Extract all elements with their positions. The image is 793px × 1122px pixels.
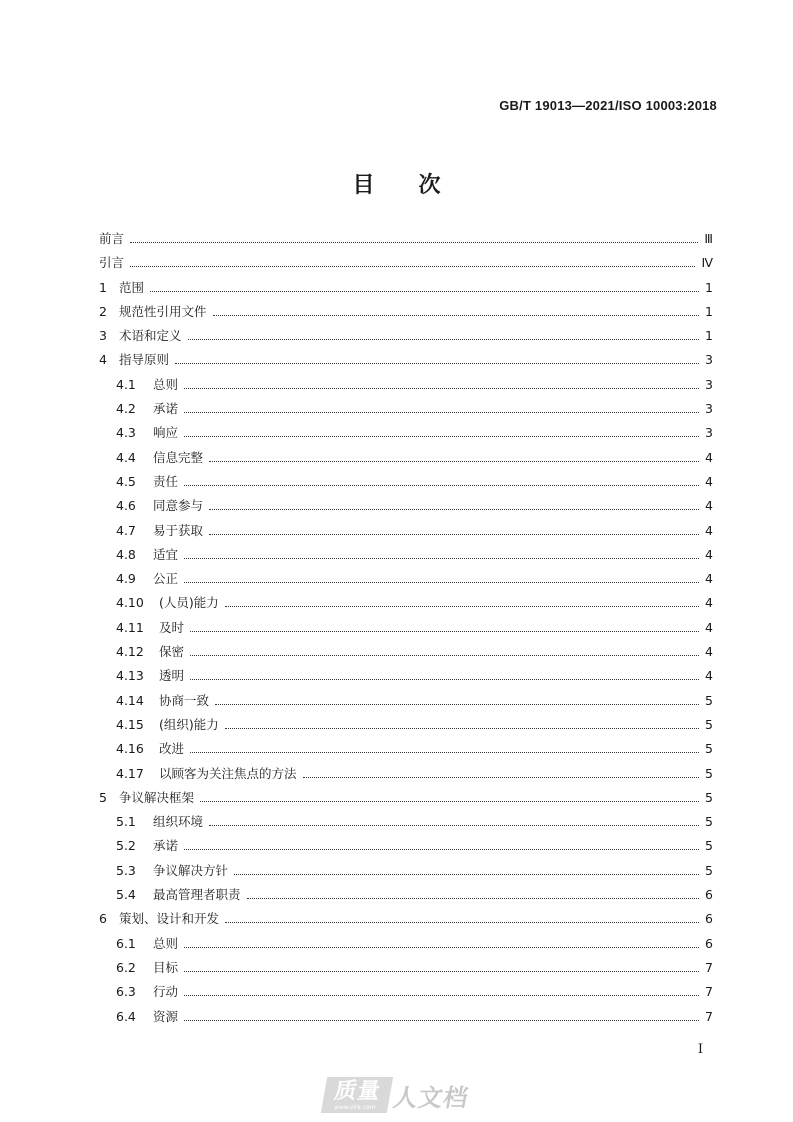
toc-entry-number: 4.7 [116, 522, 136, 538]
toc-entry-label: 前言 [99, 231, 125, 246]
toc-entry-number: 5.3 [116, 862, 136, 878]
toc-entry-label: 指导原则 [119, 352, 170, 368]
toc-dot-leader [175, 363, 699, 364]
toc-entry-number: 4.17 [116, 765, 144, 781]
toc-entry-number: 4.6 [116, 498, 136, 514]
toc-entry-page: 4 [705, 473, 713, 489]
toc-entry-number: 4.1 [116, 376, 136, 392]
toc-entry-number: 4.3 [116, 425, 136, 441]
toc-entry-page: Ⅳ [701, 255, 713, 271]
toc-dot-leader [190, 679, 699, 680]
toc-entry-page: 3 [705, 352, 713, 368]
watermark-tail-text: 人文档 [391, 1083, 472, 1112]
toc-entry-label: 协商一致 [159, 692, 210, 708]
toc-entry-label: 改进 [159, 741, 185, 757]
toc-entry-label: 总则 [153, 935, 179, 951]
toc-entry-page: 3 [705, 401, 713, 417]
toc-entry-page: 4 [705, 449, 713, 465]
toc-entry-label: 责任 [153, 473, 179, 489]
toc-dot-leader [184, 849, 699, 850]
toc-entry-page: 7 [705, 984, 713, 1000]
toc-entry-number: 3 [99, 328, 107, 344]
toc-entry-number: 6.3 [116, 984, 136, 1000]
toc-entry[interactable] [99, 934, 713, 958]
toc-entry-label: 策划、设计和开发 [119, 911, 220, 927]
toc-entry-page: 5 [705, 862, 713, 878]
toc-entry-label: (组织)能力 [159, 716, 219, 732]
toc-entry-page: 6 [705, 887, 713, 903]
toc-entry-number: 5.1 [116, 814, 136, 830]
toc-entry-label: 响应 [153, 425, 179, 441]
toc-entry[interactable] [99, 472, 713, 496]
toc-entry-number: 6 [99, 911, 107, 927]
watermark-badge [321, 1077, 393, 1113]
toc-entry-label: (人员)能力 [159, 595, 219, 611]
toc-dot-leader [184, 436, 699, 437]
watermark-url: www.zlrk.com [333, 1104, 377, 1111]
toc-entry[interactable] [99, 666, 713, 690]
toc-entry-label: 适宜 [153, 546, 179, 562]
toc-dot-leader [225, 728, 699, 729]
toc-dot-leader [190, 655, 699, 656]
toc-dot-leader [184, 412, 699, 413]
toc-entry-page: 1 [705, 279, 713, 295]
toc-entry-label: 透明 [159, 668, 185, 684]
toc-entry-number: 1 [99, 279, 107, 295]
toc-entry[interactable] [99, 764, 713, 788]
toc-entry[interactable] [99, 253, 713, 277]
toc-entry-label: 组织环境 [153, 814, 204, 830]
toc-entry-label: 争议解决框架 [119, 789, 195, 805]
toc-entry[interactable] [99, 618, 713, 642]
toc-entry-number: 4.13 [116, 668, 144, 684]
toc-dot-leader [188, 339, 699, 340]
toc-dot-leader [184, 558, 699, 559]
toc-entry[interactable] [99, 715, 713, 739]
toc-dot-leader [209, 534, 699, 535]
toc-entry[interactable] [99, 982, 713, 1006]
toc-dot-leader [184, 1020, 699, 1021]
table-of-contents [99, 229, 713, 1031]
toc-entry-label: 争议解决方针 [153, 862, 229, 878]
toc-entry[interactable] [99, 423, 713, 447]
toc-entry-number: 5.2 [116, 838, 136, 854]
toc-dot-leader [247, 898, 699, 899]
toc-entry-label: 同意参与 [153, 498, 204, 514]
toc-entry[interactable] [99, 496, 713, 520]
toc-entry-label: 目标 [153, 959, 179, 975]
toc-entry-label: 承诺 [153, 401, 179, 417]
toc-dot-leader [190, 752, 699, 753]
toc-entry-page: 3 [705, 425, 713, 441]
toc-entry-page: 5 [705, 765, 713, 781]
toc-entry-label: 术语和定义 [119, 328, 182, 344]
toc-entry-label: 信息完整 [153, 449, 204, 465]
toc-entry-page: 4 [705, 644, 713, 660]
toc-entry-page: 5 [705, 789, 713, 805]
toc-entry-page: 4 [705, 498, 713, 514]
toc-dot-leader [184, 995, 699, 996]
toc-entry-label: 承诺 [153, 838, 179, 854]
toc-entry[interactable] [99, 326, 713, 350]
toc-entry[interactable] [99, 812, 713, 836]
toc-entry[interactable] [99, 593, 713, 617]
toc-entry-label: 公正 [153, 571, 179, 587]
toc-dot-leader [234, 874, 699, 875]
toc-entry-label: 保密 [159, 644, 185, 660]
toc-dot-leader [130, 242, 698, 243]
toc-entry-number: 4.9 [116, 571, 136, 587]
toc-dot-leader [130, 266, 695, 267]
toc-entry-number: 6.4 [116, 1008, 136, 1024]
toc-dot-leader [215, 704, 699, 705]
toc-entry[interactable] [99, 350, 713, 374]
toc-entry[interactable] [99, 521, 713, 545]
toc-dot-leader [200, 801, 699, 802]
toc-entry-page: 4 [705, 522, 713, 538]
toc-entry-page: 1 [705, 328, 713, 344]
toc-dot-leader [303, 777, 699, 778]
toc-entry-number: 6.1 [116, 935, 136, 951]
toc-entry-label: 范围 [119, 279, 145, 295]
toc-entry[interactable] [99, 642, 713, 666]
toc-entry-page: 4 [705, 546, 713, 562]
toc-entry-label: 资源 [153, 1008, 179, 1024]
toc-entry-page: 7 [705, 959, 713, 975]
toc-entry[interactable] [99, 958, 713, 982]
toc-entry-page: 5 [705, 692, 713, 708]
toc-dot-leader [190, 631, 699, 632]
toc-entry-label: 易于获取 [153, 522, 204, 538]
toc-entry-number: 4.8 [116, 546, 136, 562]
toc-entry[interactable] [99, 691, 713, 715]
toc-entry-number: 5 [99, 789, 107, 805]
toc-entry[interactable] [99, 545, 713, 569]
toc-entry-page: 3 [705, 376, 713, 392]
toc-entry-number: 4.14 [116, 692, 144, 708]
toc-entry[interactable] [99, 861, 713, 885]
toc-dot-leader [209, 461, 699, 462]
toc-dot-leader [184, 388, 699, 389]
toc-entry[interactable] [99, 399, 713, 423]
toc-entry[interactable] [99, 375, 713, 399]
toc-dot-leader [209, 509, 699, 510]
toc-entry-number: 4.15 [116, 716, 144, 732]
toc-entry[interactable] [99, 569, 713, 593]
toc-entry-page: 7 [705, 1008, 713, 1024]
toc-entry[interactable] [99, 909, 713, 933]
toc-entry-number: 6.2 [116, 959, 136, 975]
toc-entry-label: 行动 [153, 984, 179, 1000]
toc-entry-label: 以顾客为关注焦点的方法 [159, 765, 297, 781]
toc-dot-leader [184, 971, 699, 972]
toc-dot-leader [209, 825, 699, 826]
toc-entry-page: 5 [705, 814, 713, 830]
toc-entry-page: 4 [705, 595, 713, 611]
toc-entry-page: 4 [705, 668, 713, 684]
toc-dot-leader [225, 606, 699, 607]
toc-entry-page: 6 [705, 911, 713, 927]
toc-entry-page: 4 [705, 571, 713, 587]
toc-entry-number: 4 [99, 352, 107, 368]
toc-dot-leader [213, 315, 699, 316]
toc-entry-label: 及时 [159, 619, 185, 635]
toc-entry[interactable] [99, 302, 713, 326]
toc-entry-number: 4.2 [116, 401, 136, 417]
standard-code: GB/T 19013—2021/ISO 10003:2018 [499, 98, 717, 113]
toc-dot-leader [184, 947, 699, 948]
toc-entry-number: 4.10 [116, 595, 144, 611]
toc-entry-number: 4.5 [116, 473, 136, 489]
toc-entry-page: 5 [705, 741, 713, 757]
toc-dot-leader [184, 582, 699, 583]
toc-entry-label: 总则 [153, 376, 179, 392]
toc-entry-page: 1 [705, 303, 713, 319]
toc-entry-label: 规范性引用文件 [119, 303, 207, 319]
toc-entry-number: 5.4 [116, 887, 136, 903]
page-title: 目次 [352, 173, 485, 198]
page-number: I [697, 1042, 703, 1057]
toc-entry[interactable] [99, 278, 713, 302]
toc-entry[interactable] [99, 836, 713, 860]
toc-entry-number: 4.12 [116, 644, 144, 660]
toc-entry-page: 5 [705, 716, 713, 732]
toc-dot-leader [150, 291, 699, 292]
toc-dot-leader [225, 922, 699, 923]
toc-entry[interactable] [99, 1007, 713, 1031]
toc-entry[interactable] [99, 448, 713, 472]
toc-entry-label: 引言 [99, 255, 125, 271]
watermark-logo [0, 1077, 793, 1113]
toc-entry-number: 4.16 [116, 741, 144, 757]
toc-entry-page: 6 [705, 935, 713, 951]
toc-entry-page: 4 [705, 619, 713, 635]
watermark-main-text: 质量 [332, 1079, 383, 1104]
toc-entry-page: 5 [705, 838, 713, 854]
toc-dot-leader [184, 485, 699, 486]
toc-entry-number: 4.11 [116, 619, 144, 635]
toc-entry-number: 4.4 [116, 449, 136, 465]
toc-entry[interactable] [99, 739, 713, 763]
toc-entry-page: Ⅲ [704, 231, 713, 246]
toc-entry[interactable] [99, 229, 713, 253]
toc-entry[interactable] [99, 885, 713, 909]
toc-entry-number: 2 [99, 303, 107, 319]
toc-entry[interactable] [99, 788, 713, 812]
toc-entry-label: 最高管理者职责 [153, 887, 241, 903]
